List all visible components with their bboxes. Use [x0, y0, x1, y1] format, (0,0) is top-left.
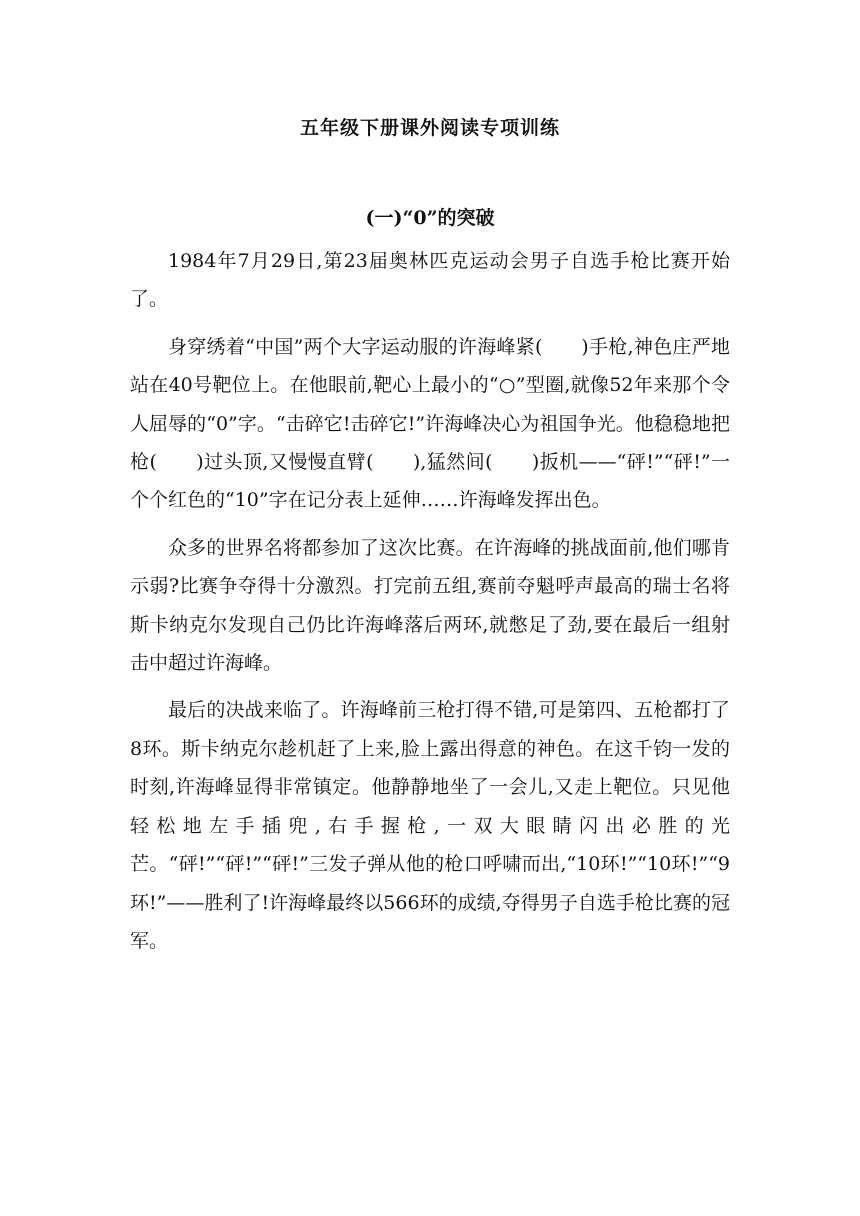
paragraph-2: 身穿绣着“中国”两个大字运动服的许海峰紧( )手枪,神色庄严地站在40号靶位上。在他眼前,靶心上最小的“○”型圈,就像52年来那个令人屈辱的“0”字。“击碎它!击碎它!”许海峰决心为祖国争光。他稳稳地把枪( )过头顶,又慢慢直臂( ),猛然间( )扳机——“砰!”“砰!”一个个红色的“10”字在记分表上延伸……许海峰发挥出色。	[130, 335, 730, 512]
section-title: (一)“0”的突破	[365, 207, 495, 229]
paragraph-3: 众多的世界名将都参加了这次比赛。在许海峰的挑战面前,他们哪肯示弱?比赛争夺得十分激烈。打完前五组,赛前夺魁呼声最高的瑞士名将斯卡纳克尔发现自己仍比许海峰落后两环,就憋足了劲,要在最后一组射击中超过许海峰。	[130, 536, 730, 675]
document-title: 五年级下册课外阅读专项训练	[299, 117, 560, 139]
paragraph-4: 最后的决战来临了。许海峰前三枪打得不错,可是第四、五枪都打了8环。斯卡纳克尔趁机赶了上来,脸上露出得意的神色。在这千钧一发的时刻,许海峰显得非常镇定。他静静地坐了一会儿,又走上靶位。只见他轻松地左手插兜,右手握枪,一双大眼睛闪出必胜的光芒。“砰!”“砰!”“砰!”三发子弹从他的枪口呼啸而出,“10环!”“10环!”“9环!”——胜利了!许海峰最终以566环的成绩,夺得男子自选手枪比赛的冠军。	[130, 699, 730, 952]
article-body	[130, 242, 730, 960]
paragraph-1: 1984年7月29日,第23届奥林匹克运动会男子自选手枪比赛开始了。	[130, 250, 730, 311]
